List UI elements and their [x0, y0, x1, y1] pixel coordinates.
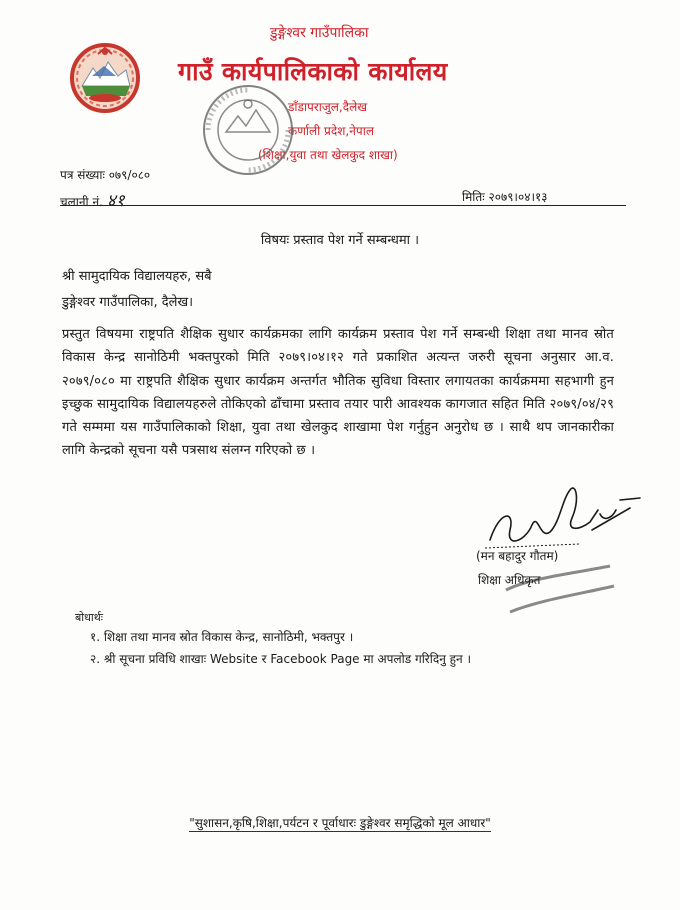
- letter-body: प्रस्तुत विषयमा राष्ट्रपति शैक्षिक सुधार कार्यक्रमका लागि कार्यक्रम प्रस्ताव पेश गर्ने सम्बन्धी शिक्षा तथा मानव स्रोत विकास केन्द्र सानोठिमी भक्तपुरको मिति २०७९।०४।१२ गते प्रकाशित अत्यन्त जरुरी सूचना अनुसार आ.व. २०७९/०८० मा राष्ट्रपति शैक्षिक सुधार कार्यक्रम अन्तर्गत भौतिक सुविधा विस्तार लगायतका कार्यक्रममा सहभागी हुन इच्छुक सामुदायिक विद्यालयहरुले तोकिएको ढाँचामा प्रस्ताव तयार पारी आवश्यक कागजात सहित मिति २०७९/०४/२९ गते सम्ममा यस गाउँपालिकाको शिक्षा, युवा तथा खेलकुद शाखामा पेश गर्नुहुन अनुरोध छ । साथै थप जानकारीका लागि केन्द्रको सूचना यसै पत्रसाथ संलग्न गरिएको छ ।: [62, 327, 614, 459]
- cc-item-1: १. शिक्षा तथा मानव स्रोत विकास केन्द्र, सानोठिमी, भक्तपुर ।: [90, 630, 354, 644]
- office-title: गाउँ कार्यपालिकाको कार्यालय: [178, 57, 448, 86]
- addressee-line-2: डुङ्गेश्वर गाउँपालिका, दैलेख।: [62, 295, 194, 310]
- footer-slogan-text: "सुशासन,कृषि,शिक्षा,पर्यटन र पूर्वाधारः डुङ्गेश्वर समृद्धिको मूल आधार": [189, 816, 491, 830]
- municipality-name: डुङ्गेश्वर गाउँपालिका: [270, 25, 369, 41]
- address-line-1: डाँडापराजुल,दैलेख: [288, 100, 368, 114]
- addressee-line-1: श्री सामुदायिक विद्यालयहरु, सबै: [62, 269, 212, 284]
- cc-label: बोधार्थः: [75, 611, 103, 624]
- dispatch-label: चलानी नं.: [60, 195, 103, 209]
- header-divider: [60, 205, 626, 206]
- footer-slogan: [0, 814, 680, 831]
- dispatch-value: ४१: [106, 191, 125, 211]
- nepal-emblem-icon: [68, 40, 142, 116]
- signatory-name: (मन बहादुर गौतम): [476, 549, 559, 563]
- cc-item-2: २. श्री सूचना प्रविधि शाखाः Website र Facebook Page मा अपलोड गरिदिनु हुन ।: [90, 652, 472, 666]
- dispatch-number: [60, 188, 125, 211]
- officer-stamp: [500, 560, 620, 620]
- address-line-2: कर्णाली प्रदेश,नेपाल: [288, 124, 374, 138]
- letter-date: मितिः २०७९।०४।१३: [462, 190, 548, 204]
- letter-number: पत्र संख्याः ०७९/०८०: [60, 168, 151, 182]
- letter-subject: विषयः प्रस्ताव पेश गर्ने सम्बन्धमा ।: [260, 233, 420, 248]
- signatory-title: शिक्षा अधिकृत: [478, 573, 541, 587]
- office-stamp-icon: [198, 80, 298, 180]
- address-line-3: (शिक्षा,युवा तथा खेलकुद शाखा): [258, 148, 398, 162]
